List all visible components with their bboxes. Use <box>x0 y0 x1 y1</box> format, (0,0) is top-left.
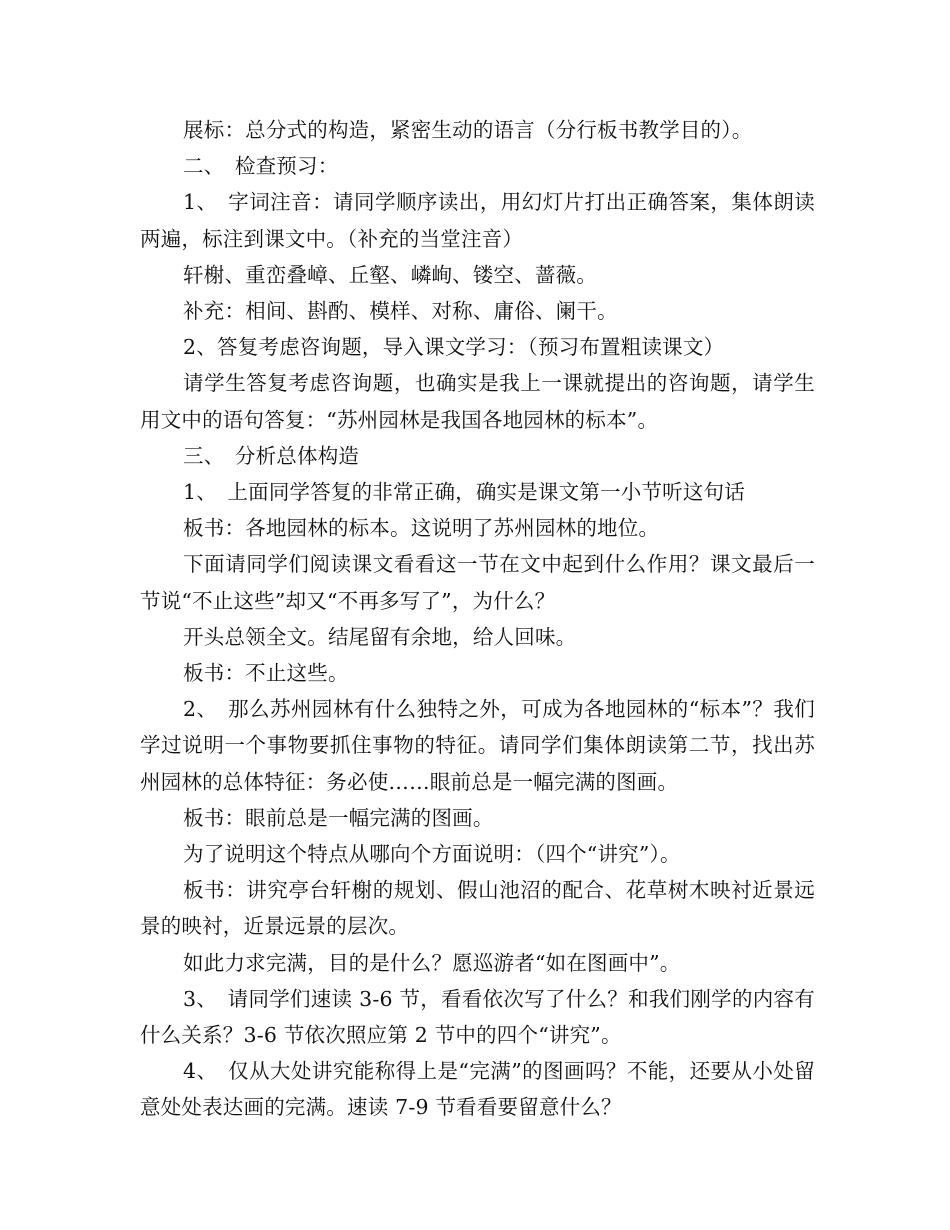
paragraph-15: 板书：眼前总是一幅完满的图画。 <box>183 805 494 830</box>
paragraph-12: 开头总领全文。结尾留有余地，给人回味。 <box>183 624 577 649</box>
paragraph-14: 2、 那么苏州园林有什么独特之外，可成为各地园林的“标本”？我们学过说明一个事物要抓住事物的特征。请同学们集体朗读第二节，找出苏州园林的总体特征：务必使……眼前总是一幅完满的图画。 <box>140 697 815 794</box>
section-heading-3: 三、 分析总体构造 <box>183 443 360 468</box>
paragraph-11: 下面请同学们阅读课文看看这一节在文中起到什么作用？课文最后一节说“不止这些”却又“不再多写了”，为什么？ <box>140 552 815 613</box>
paragraph-4: 轩榭、重峦叠嶂、丘壑、嶙峋、镂空、蔷薇。 <box>183 262 598 287</box>
section-heading-2: 二、 检查预习： <box>183 154 339 179</box>
paragraph-7: 请学生答复考虑咨询题，也确实是我上一课就提出的咨询题，请学生用文中的语句答复：“苏州园林是我国各地园林的标本”。 <box>140 371 815 432</box>
paragraph-6: 2、答复考虑咨询题，导入课文学习：（预习布置粗读课文） <box>183 335 725 360</box>
paragraph-5: 补充：相间、斟酌、模样、对称、庸俗、阑干。 <box>183 299 618 324</box>
paragraph-10: 板书：各地园林的标本。这说明了苏州园林的地位。 <box>183 516 660 541</box>
paragraph-18: 如此力求完满，目的是什么？愿巡游者“如在图画中”。 <box>183 950 681 975</box>
paragraph-20: 4、 仅从大处讲究能称得上是“完满”的图画吗？不能，还要从小处留意处处表达画的完满。速读 7-9 节看看要留意什么？ <box>140 1059 815 1120</box>
paragraph-1: 展标：总分式的构造，紧密生动的语言（分行板书教学目的）。 <box>183 118 753 142</box>
paragraph-16: 为了说明这个特点从哪向个方面说明：（四个“讲究”）。 <box>183 842 681 867</box>
paragraph-9: 1、 上面同学答复的非常正确，确实是课文第一小节听这句话 <box>183 480 745 505</box>
paragraph-19: 3、 请同学们速读 3-6 节，看看依次写了什么？和我们刚学的内容有什么关系？3-6 节依次照应第 2 节中的四个“讲究”。 <box>140 986 815 1048</box>
document-body <box>140 112 815 1126</box>
paragraph-17: 板书：讲究亭台轩榭的规划、假山池沼的配合、花草树木映衬近景远景的映衬，近景远景的层次。 <box>140 878 815 939</box>
paragraph-3: 1、 字词注音：请同学顺序读出，用幻灯片打出正确答案，集体朗读两遍，标注到课文中。（补充的当堂注音） <box>140 190 815 251</box>
paragraph-13: 板书：不止这些。 <box>183 661 349 686</box>
